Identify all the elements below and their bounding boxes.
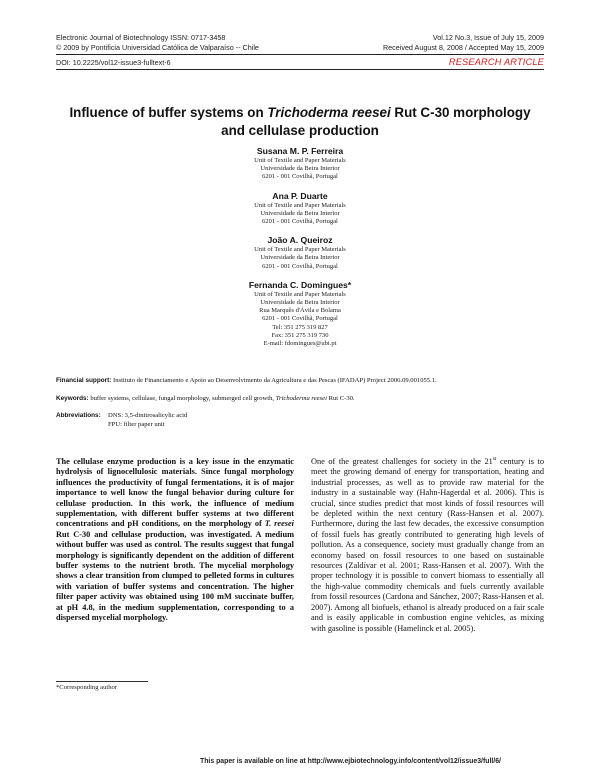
keywords-label: Keywords: [56, 395, 89, 402]
footnote-divider [56, 681, 148, 682]
page-footer: This paper is available on line at http://www.ejbiotechnology.info/content/vol12/issue3/full/6/ [200, 758, 501, 765]
author-list [0, 145, 600, 356]
affiliation-line: Unit of Textile and Paper Materials [254, 290, 346, 298]
keywords-tail: Rut C-30. [326, 395, 355, 402]
title-part-1: Influence of buffer systems on [69, 105, 268, 120]
submission-dates: Received August 8, 2008 / Accepted May 15, 2009 [382, 42, 544, 52]
affiliation-line: Universidade da Beira Interior [260, 254, 340, 262]
abbreviation-item: FPU: filter paper unit [108, 420, 165, 428]
paper-title [60, 104, 540, 140]
financial-support [56, 376, 544, 385]
financial-label: Financial support: [56, 377, 112, 384]
journal-copyright: © 2009 by Pontificia Universidad Católica de Valparaíso -- Chile [56, 42, 259, 52]
keywords-organism: Trichoderma reesei [275, 395, 327, 402]
affiliation-line: Rua Marquês d'Ávila e Bolama [259, 307, 341, 315]
author-name: Ana P. Duarte [272, 190, 328, 201]
keywords [56, 394, 544, 403]
issue-info: Vol.12 No.3, Issue of July 15, 2009 [432, 33, 544, 42]
intro-rest: century is to meet the growing demand of energy for transportation, heating and industrial processes, as well as to provide raw material for the industry in a sustainable way (Hahn-Hagerdal et al. 2006). This is crucial, since studies predict that most kinds of fossil resources will be depleted within the next century (Rass-Hansen et al. 2007). Furthermore, during the last few decades, the excessive consumption of fossil fuels has greatly contributed to generating high levels of pollution. As a consequence, society must gradually change from an economy based on fossil resources to one based on sustainable resources (Zaldívar et al. 2001; Rass-Hansen et al. 2007). With the proper technology it is possible to convert biomass to essentially all the high-value commodity chemicals and fuels currently available from fossil resources (Cardona and Sánchez, 2007; Rass-Hansen et al. 2007). Among all biofuels, ethanol is already produced on a fair scale and is easily applicable in combustion engine vehicles, as mixing with gasoline is possible (Hamelinck et al. 2005). [311, 457, 544, 633]
affiliation-line: 6201 - 001 Covilhã, Portugal [262, 262, 338, 270]
author-block [0, 234, 600, 271]
affiliation-line: Unit of Textile and Paper Materials [254, 201, 346, 209]
author-name: Susana M. P. Ferreira [256, 146, 344, 156]
email-line: E-mail: fdomingues@ubi.pt [263, 340, 337, 348]
affiliation-line: 6201 - 001 Covilhã, Portugal [262, 315, 338, 323]
journal-header [56, 33, 259, 52]
title-organism: Trichoderma reesei [267, 105, 391, 120]
affiliation-line: 6201 - 001 Covilhã, Portugal [262, 218, 338, 226]
affiliation-line: Unit of Textile and Paper Materials [254, 157, 346, 164]
introduction-text [311, 457, 544, 634]
abstract [56, 457, 294, 624]
author-block [0, 190, 600, 227]
intro-lead: One of the greatest challenges for society in the 21 [311, 457, 493, 466]
issue-header [383, 33, 544, 52]
abbreviation-item: DNS: 3,5-dinitrosalicylic acid [108, 412, 188, 419]
fax-line: Fax: 351 275 319 730 [271, 331, 329, 339]
title-part-2: Rut C-30 morphology and cellulase production [221, 105, 531, 138]
phone-line: Tel: 351 275 319 827 [272, 323, 328, 331]
doi: DOI: 10.2225/vol12-issue3-fulltext-6 [56, 58, 171, 67]
journal-name: Electronic Journal of Biotechnology ISSN: 0717-3458 [56, 33, 226, 42]
abstract-organism: T. reesei [264, 519, 294, 529]
abstract-text-1: The cellulase enzyme production is a key issue in the enzymatic hydrolysis of lignocellulosic materials. Since fungal morphology influences the productivity of fungal fermentations, it is of major importance to well know the fungal behavior during culture for cellulase production. In this work, the influence of medium supplementation, with different buffer systems at two different concentrations and pH conditions, on the morphology of [56, 457, 294, 529]
abbreviations-label: Abbreviations: [56, 412, 101, 419]
affiliation-line: 6201 - 001 Covilhã, Portugal [262, 173, 338, 181]
financial-text: Instituto de Financiamento e Apoio ao Desenvolvimento da Agricultura e das Pescas (IFADAP) Project 2006.09.001055.1. [111, 377, 437, 384]
author-block [0, 279, 600, 348]
affiliation-line: Universidade da Beira Interior [260, 209, 340, 217]
author-name: João A. Queiroz [267, 235, 333, 246]
affiliation-line: Universidade da Beira Interior [260, 165, 340, 173]
keywords-text: buffer systems, cellulase, fungal morphology, submerged cell growth, [88, 395, 276, 402]
header-divider [56, 54, 544, 55]
affiliation-line: Unit of Textile and Paper Materials [254, 246, 346, 254]
abstract-text-2: Rut C-30 and cellulase production, was investigated. A medium without buffer was used as control. The results suggest that fungal morphology is significantly dependent on the addition of different buffer systems to the nutrient broth. The mycelial morphology shows a clear transition from clumped to pelleted forms in cultures with variation of buffer systems and concentration. The higher filter paper activity was obtained using 100 mM succinate buffer, at pH 4.8, in the medium supplementation, corresponding to a dispersed mycelial morphology. [56, 529, 294, 623]
section-tag: RESEARCH ARTICLE [448, 57, 544, 67]
author-name: Fernanda C. Domingues* [248, 279, 352, 290]
header-divider-bottom [56, 69, 544, 70]
affiliation-line: Universidade da Beira Interior [260, 299, 340, 307]
abbreviations-list [108, 412, 187, 430]
intro-superscript: st [492, 456, 497, 463]
author-block [0, 145, 600, 182]
corresponding-author-note: *Corresponding author [56, 684, 117, 691]
